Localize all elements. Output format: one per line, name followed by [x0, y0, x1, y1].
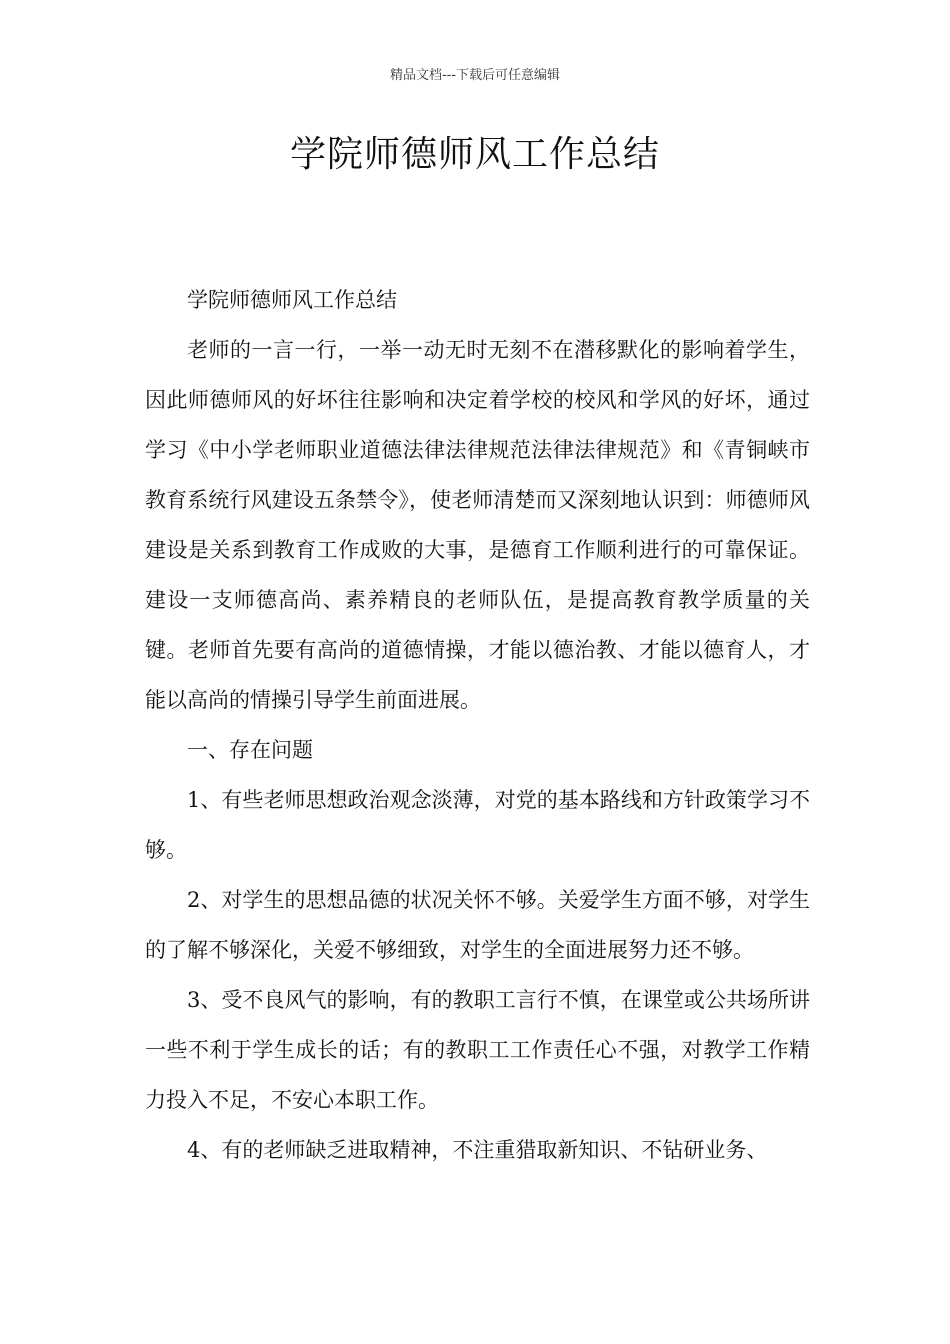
issue-paragraph-2: 2、对学生的思想品德的状况关怀不够。关爱学生方面不够，对学生的了解不够深化，关爱不够细致，对学生的全面进展努力还不够。: [145, 888, 810, 962]
intro-paragraph: 老师的一言一行，一举一动无时无刻不在潜移默化的影响着学生，因此师德师风的好坏往往影响和决定着学校的校风和学风的好坏，通过学习《中小学老师职业道德法律法律规范法律法律规范》和《青铜峡市教育系统行风建设五条禁令》，使老师清楚而又深刻地认识到：师德师风建设是关系到教育工作成败的大事，是德育工作顺利进行的可靠保证。建设一支师德高尚、素养精良的老师队伍，是提高教育教学质量的关键。老师首先要有高尚的道德情操，才能以德治教、才能以德育人，才能以高尚的情操引导学生前面进展。: [145, 338, 810, 712]
issue-paragraph-3: 3、受不良风气的影响，有的教职工言行不慎，在课堂或公共场所讲一些不利于学生成长的话；有的教职工工作责任心不强，对教学工作精力投入不足，不安心本职工作。: [145, 988, 810, 1112]
issue-paragraph-4: 4、有的老师缺乏进取精神，不注重猎取新知识、不钻研业务、: [187, 1138, 768, 1162]
subtitle-paragraph: 学院师德师风工作总结: [187, 288, 397, 312]
issue-paragraph-1: 1、有些老师思想政治观念淡薄，对党的基本路线和方针政策学习不够。: [145, 788, 810, 862]
section-heading: 一、存在问题: [187, 738, 313, 762]
document-body: [145, 275, 810, 1175]
page-title: 学院师德师风工作总结: [289, 134, 660, 175]
header-note: 精品文档---下载后可任意编辑: [389, 68, 561, 83]
